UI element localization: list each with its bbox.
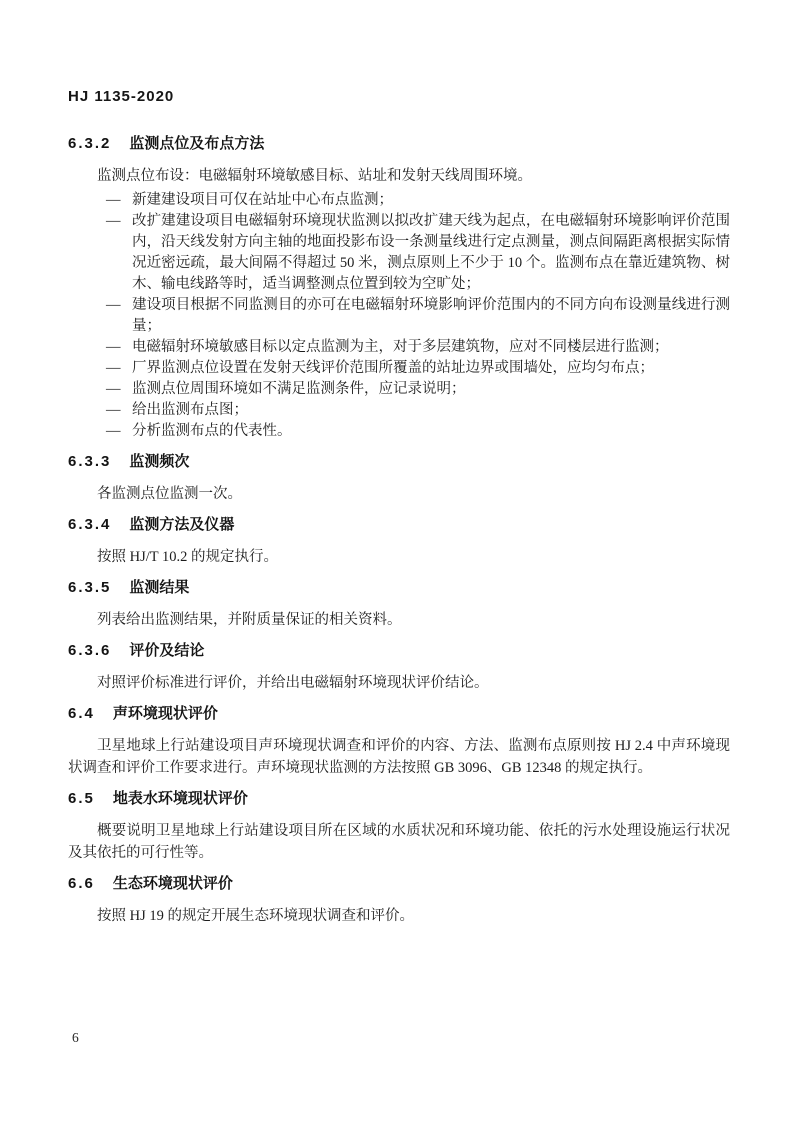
dash-marker: —	[106, 213, 121, 229]
list-item	[68, 190, 730, 211]
list-item-text: 新建建设项目可仅在站址中心布点监测；	[132, 192, 393, 208]
section-number: 6.5	[68, 790, 95, 807]
section-number: 6.3.4	[68, 516, 112, 533]
section-number: 6.3.6	[68, 642, 112, 659]
list-item	[68, 421, 730, 442]
list-item	[68, 295, 730, 337]
dash-marker: —	[106, 402, 121, 418]
list-item-text: 改扩建建设项目电磁辐射环境现状监测以拟改扩建天线为起点，在电磁辐射环境影响评价范围内，沿天线发射方向主轴的地面投影布设一条测量线进行定点测量，测点间隔距离根据实际情况近密远疏，最大间隔不得超过 50 米，测点原则上不少于 10 个。监测布点在靠近建筑物、树木、输电线路等时，适当调整测点位置到较为空旷处；	[132, 213, 730, 292]
section-title: 评价及结论	[129, 642, 205, 659]
section-heading-6-4	[68, 704, 730, 724]
section-number: 6.6	[68, 875, 95, 892]
list-item	[68, 358, 730, 379]
list-item	[68, 400, 730, 421]
paragraph-monitoring-method: 按照 HJ/T 10.2 的规定执行。	[97, 549, 278, 565]
paragraph-monitoring-results: 列表给出监测结果，并附质量保证的相关资料。	[97, 612, 402, 628]
list-item-text: 给出监测布点图；	[132, 402, 248, 418]
paragraph-ecological-environment: 按照 HJ 19 的规定开展生态环境现状调查和评价。	[97, 908, 414, 924]
page-number: 6	[72, 1030, 79, 1045]
list-item-text: 监测点位周围环境如不满足监测条件，应记录说明；	[132, 381, 466, 397]
dash-marker: —	[106, 192, 121, 208]
dash-marker: —	[106, 423, 121, 439]
dash-marker: —	[106, 297, 121, 313]
section-number: 6.3.3	[68, 453, 112, 470]
section-number: 6.3.2	[68, 135, 112, 152]
section-title: 监测结果	[129, 579, 190, 596]
section-heading-6-3-3	[68, 452, 730, 472]
list-item	[68, 211, 730, 295]
section-title: 监测方法及仪器	[129, 516, 235, 533]
dash-marker: —	[106, 339, 121, 355]
section-heading-6-6	[68, 874, 730, 894]
section-title: 监测点位及布点方法	[129, 135, 265, 152]
section-number: 6.3.5	[68, 579, 112, 596]
list-item	[68, 379, 730, 400]
section-heading-6-5	[68, 789, 730, 809]
section-title: 声环境现状评价	[112, 705, 218, 722]
dash-marker: —	[106, 381, 121, 397]
list-item-text: 建设项目根据不同监测目的亦可在电磁辐射环境影响评价范围内的不同方向布设测量线进行测量；	[132, 297, 730, 334]
paragraph-monitoring-frequency: 各监测点位监测一次。	[97, 486, 242, 502]
bullet-list	[68, 190, 730, 442]
doc-code: HJ 1135-2020	[68, 88, 175, 105]
list-item-text: 电磁辐射环境敏感目标以定点监测为主，对于多层建筑物，应对不同楼层进行监测；	[132, 339, 669, 355]
section-heading-6-3-6	[68, 641, 730, 661]
section-heading-6-3-5	[68, 578, 730, 598]
section-title: 生态环境现状评价	[112, 875, 233, 892]
list-item-text: 厂界监测点位设置在发射天线评价范围所覆盖的站址边界或围墙处，应均匀布点；	[132, 360, 654, 376]
section-title: 监测频次	[129, 453, 190, 470]
paragraph-evaluation-conclusion: 对照评价标准进行评价，并给出电磁辐射环境现状评价结论。	[97, 675, 489, 691]
paragraph-monitoring-points-intro: 监测点位布设：电磁辐射环境敏感目标、站址和发射天线周围环境。	[97, 168, 532, 184]
list-item	[68, 337, 730, 358]
paragraph-acoustic-environment: 卫星地球上行站建设项目声环境现状调查和评价的内容、方法、监测布点原则按 HJ 2.4 中声环境现状调查和评价工作要求进行。声环境现状监测的方法按照 GB 3096、GB 12348 的规定执行。	[68, 738, 730, 776]
section-heading-6-3-4	[68, 515, 730, 535]
list-item-text: 分析监测布点的代表性。	[132, 423, 292, 439]
dash-marker: —	[106, 360, 121, 376]
section-number: 6.4	[68, 705, 95, 722]
section-heading-6-3-2	[68, 134, 730, 154]
paragraph-surface-water: 概要说明卫星地球上行站建设项目所在区域的水质状况和环境功能、依托的污水处理设施运行状况及其依托的可行性等。	[68, 823, 730, 861]
section-title: 地表水环境现状评价	[112, 790, 248, 807]
